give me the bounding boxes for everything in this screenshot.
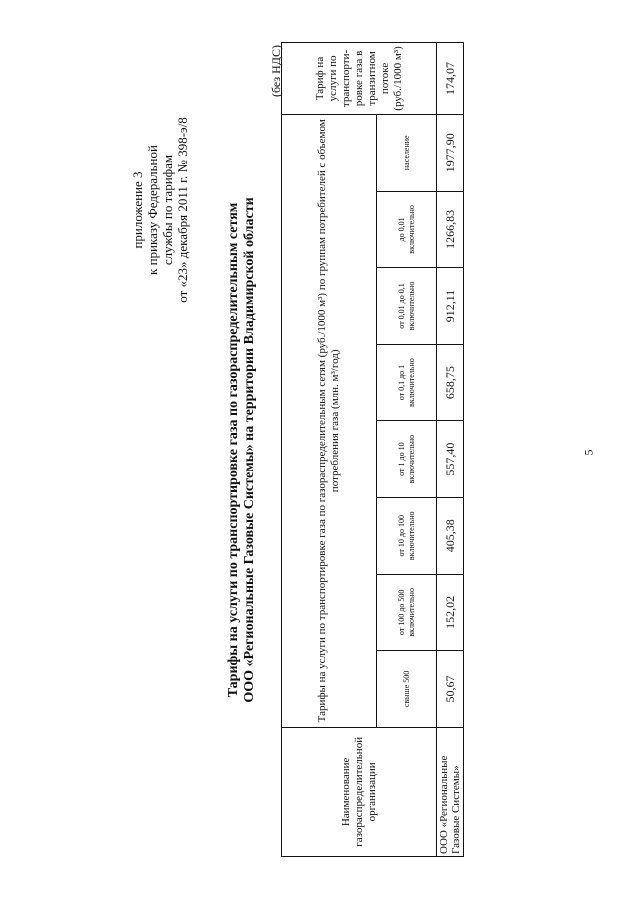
consumer-group-header: от 0,1 до 1 включительно [377, 344, 437, 421]
consumer-group-header: от 1 до 10 включительно [377, 421, 437, 498]
org-column-header: Наименование газораспределительной организации [282, 727, 437, 856]
tariff-table [281, 42, 464, 857]
consumer-group-header: от 100 до 500 включительно [377, 574, 437, 651]
table-row [437, 43, 464, 857]
transit-tariff-header: Тариф на услуги по транспорти-ровке газа в транзитном потоке (руб./1000 м³) [282, 43, 437, 115]
consumer-group-header: население [377, 114, 437, 191]
appendix-line: к приказу Федеральной [145, 145, 160, 275]
appendix-line: от «23» декабря 2011 г. № 398-э/8 [175, 117, 190, 303]
tariff-value-cell: 50,67 [437, 651, 464, 728]
tariff-value-cell: 658,75 [437, 344, 464, 421]
appendix-line: приложение 3 [130, 171, 145, 249]
tariff-value-cell: 1977,90 [437, 114, 464, 191]
rotated-content [130, 35, 460, 865]
page-number: 5 [581, 449, 596, 456]
consumer-group-header: от 10 до 100 включительно [377, 497, 437, 574]
org-name-cell: ООО «Региональные Газовые Системы» [437, 727, 464, 856]
consumer-group-header: до 0,01 включительно [377, 191, 437, 268]
transit-value-cell: 174,07 [437, 43, 464, 115]
title-line: ООО «Региональные Газовые Системы» на территории Владимирской области [242, 197, 257, 703]
tariff-value-cell: 912,11 [437, 268, 464, 345]
consumer-group-header: свыше 500 [377, 651, 437, 728]
document-title [226, 35, 258, 865]
tariff-value-cell: 152,02 [437, 574, 464, 651]
tariff-value-cell: 405,38 [437, 497, 464, 574]
consumer-group-header: от 0,01 до 0,1 включительно [377, 268, 437, 345]
tariff-value-cell: 1266,83 [437, 191, 464, 268]
group-tariffs-header: Тарифы на услуги по транспортировке газа по газораспределительным сетям (руб./1000 м³) по группам потребителей с объемом потребления газа (млн. м³/год) [282, 114, 377, 727]
appendix-line: службы по тарифам [160, 154, 175, 266]
vat-note: (без НДС) [269, 45, 283, 98]
appendix-header [130, 45, 190, 375]
tariff-value-cell: 557,40 [437, 421, 464, 498]
title-line: Тарифы на услуги по транспортировке газа по газораспределительным сетям [226, 202, 241, 698]
